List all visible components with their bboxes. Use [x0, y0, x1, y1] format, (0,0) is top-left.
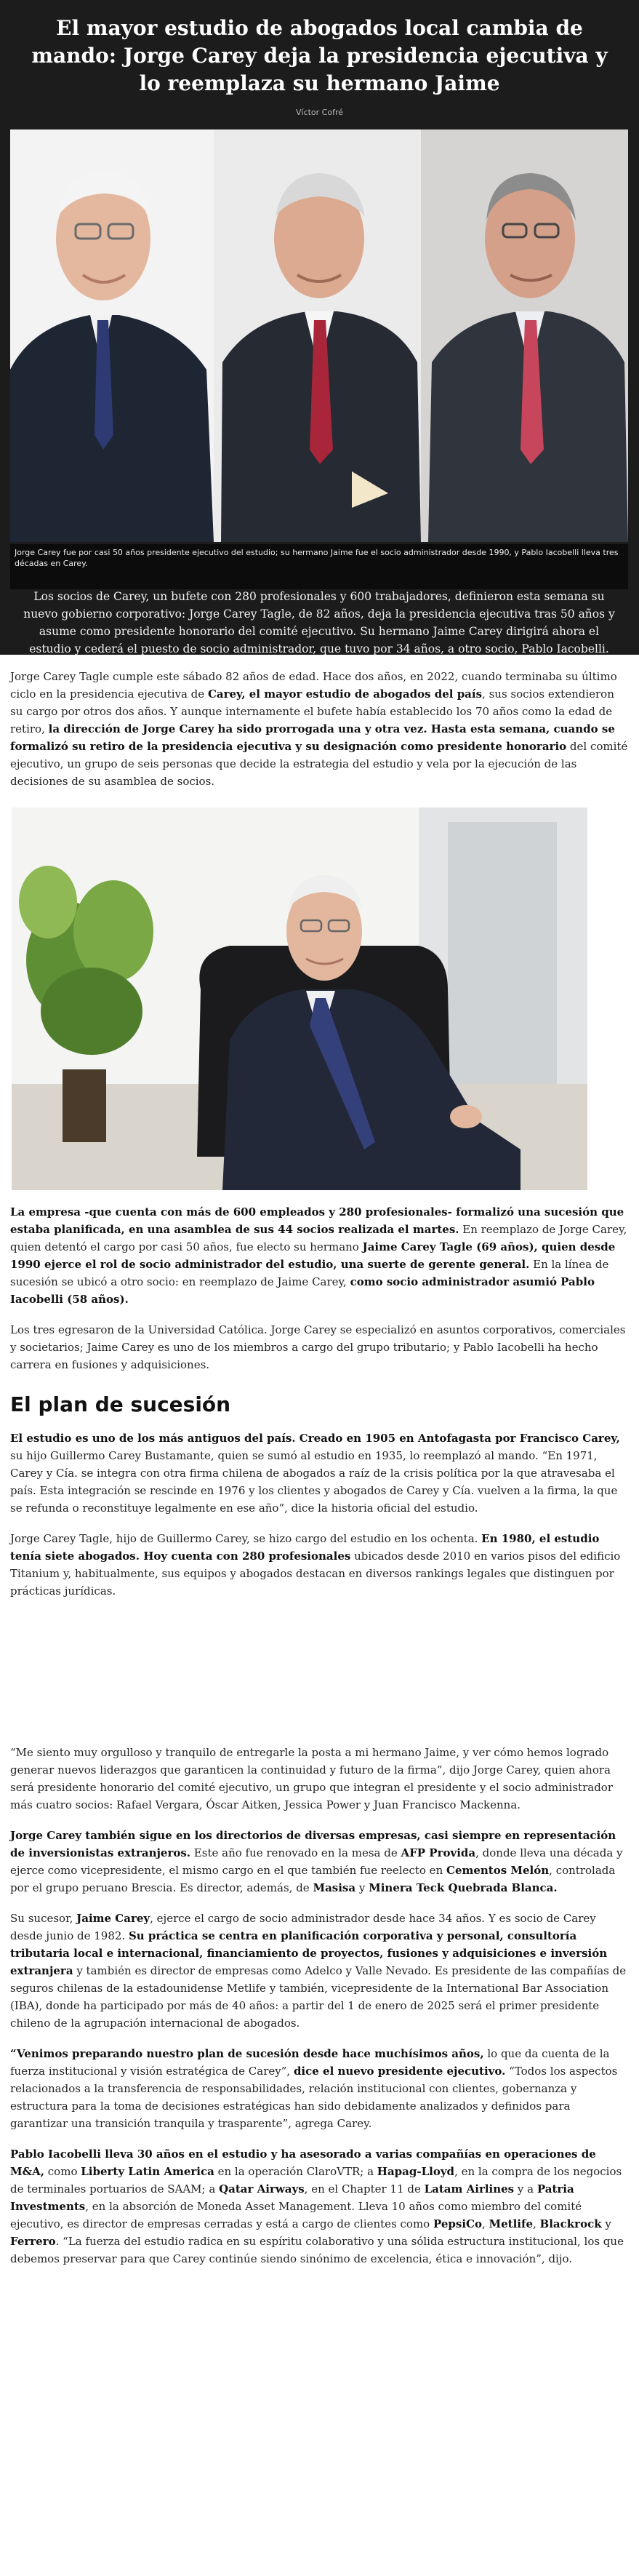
- page-title: El mayor estudio de abogados local cambia de mando: Jorge Carey deja la presidencia ejecutiva y lo reemplaza su hermano Jaime: [31, 16, 608, 95]
- office-portrait-illustration: [12, 808, 587, 1190]
- article-lead: Los socios de Carey, un bufete con 280 profesionales y 600 trabajadores, definieron esta semana su nuevo gobierno corporativo: Jorge Carey Tagle, de 82 años, deja la presidencia ejecutiva tras 50 años y asume como presidente honorario del comité ejecutivo. Su hermano Jaime Carey dirigirá ahora el estudio y cederá el puesto de socio administrador, que tuvo por 34 años, a otro socio, Pablo Iacobelli.: [23, 590, 615, 655]
- embed-placeholder: [10, 1600, 629, 1731]
- paragraph-2: La empresa -que cuenta con más de 600 empleados y 280 profesionales- formalizó una sucesión que estaba planificada, en una asamblea de sus 44 socios realizada el martes. En reemplazo de Jorge Carey, quien detentó el cargo por casi 50 años, fue electo su hermano Jaime Carey Tagle (69 años), quien desde 1990 ejerce el rol de socio administrador del estudio, una suerte de gerente general. En la línea de sucesión se ubicó a otro socio: en reemplazo de Jaime Carey, como socio administrador asumió Pablo Iacobelli (58 años).: [10, 1205, 627, 1306]
- paragraph-1: Jorge Carey Tagle cumple este sábado 82 años de edad. Hace dos años, en 2022, cuando terminaba su último ciclo en la presidencia ejecutiva de Carey, el mayor estudio de abogados del país, sus socios extendieron su cargo por otros dos años. Y aunque internamente el bufete había establecido los 70 años como la edad de retiro, la dirección de Jorge Carey ha sido prorrogada una y otra vez. Hasta esta semana, cuando se formalizó su retiro de la presidencia ejecutiva y su designación como presidente honorario del comité ejecutivo, un grupo de seis personas que decide la estrategia del estudio y vela por la ejecución de las decisiones de su asamblea de socios.: [10, 670, 628, 788]
- hero-section: [0, 0, 639, 655]
- jorge-carey-portrait: [12, 808, 587, 1190]
- paragraph-8: Su sucesor, Jaime Carey, ejerce el cargo de socio administrador desde hace 34 años. Y es socio de Carey desde junio de 1982. Su práctica se centra en planificación corporativa y personal, consultoría tributaria local e internacional, financiamiento de proyectos, fusiones y adquisiciones e inversión extranjera y también es director de empresas como Adelco y Valle Nevado. Es presidente de las compañías de seguros chilenas de la estadounidense Metlife y también, vicepresidente de la International Bar Association (IBA), donde ha participado por más de 40 años: a partir del 1 de enero de 2025 será el primer presidente chileno de la agrupación internacional de abogados.: [10, 1912, 627, 2030]
- paragraph-4: El estudio es uno de los más antiguos del país. Creado en 1905 en Antofagasta por Francisco Carey, su hijo Guillermo Carey Bustamante, quien se sumó al estudio en 1935, lo reemplazó al mando. “En 1971, Carey y Cía. se integra con otra firma chilena de abogados a raíz de la crisis política por la que atravesaba el país. Esta integración se rescinde en 1976 y los clientes y abogados de Carey y Cía. vuelven a la firma, la que se refunda o reconstituye legalmente en ese año”, dice la historia oficial del estudio.: [10, 1432, 620, 1515]
- paragraph-3: Los tres egresaron de la Universidad Católica. Jorge Carey se especializó en asuntos corporativos, comerciales y societarios; Jaime Carey es uno de los miembros a cargo del grupo tributario; y Pablo Iacobelli ha hecho carrera en fusiones y adquisiciones.: [10, 1323, 626, 1371]
- paragraph-10: Pablo Iacobelli lleva 30 años en el estudio y ha asesorado a varias compañías en operaciones de M&A, como Liberty Latin America en la operación ClaroVTR; a Hapag-Lloyd, en la compra de los negocios de terminales portuarios de SAAM; a Qatar Airways, en el Chapter 11 de Latam Airlines y a Patria Investments, en la absorción de Moneda Asset Management. Lleva 10 años como miembro del comité ejecutivo, es director de empresas cerradas y está a cargo de clientes como PepsiCo, Metlife, Blackrock y Ferrero. “La fuerza del estudio radica en su espíritu colaborativo y una sólida estructura institucional, los que debemos preservar para que Carey continúe siendo sinónimo de excelencia, ética e innovación”, dijo.: [10, 2148, 624, 2265]
- paragraph-9: “Venimos preparando nuestro plan de sucesión desde hace muchísimos años, lo que da cuenta de la fuerza institucional y visión estratégica de Carey”, dice el nuevo presidente ejecutivo. “Todos los aspectos relacionados a la transferencia de responsabilidades, relación institucional con clientes, gobernanza y estructura para la toma de decisiones estratégicas han sido debidamente analizados y definidos para garantizar una transición tranquila y trasparente”, agrega Carey.: [10, 2047, 618, 2130]
- three-partners-illustration: [10, 129, 628, 542]
- author-byline: Víctor Cofré: [295, 108, 344, 117]
- photo-caption: Jorge Carey fue por casi 50 años presidente ejecutivo del estudio; su hermano Jaime fue el socio administrador desde 1990, y Pablo Iacobelli lleva tres décadas en Carey.: [10, 544, 628, 589]
- hero-photo: [10, 129, 628, 542]
- article-body: [0, 668, 639, 2268]
- paragraph-6: “Me siento muy orgulloso y tranquilo de entregarle la posta a mi hermano Jaime, y ver cómo hemos logrado generar nuevos liderazgos que garanticen la continuidad y futuro de la firma”, dijo Jorge Carey, quien ahora será presidente honorario del comité ejecutivo, un grupo que integran el presidente y el socio administrador más cuatro socios: Rafael Vergara, Óscar Aitken, Jessica Power y Juan Francisco Mackenna.: [10, 1746, 613, 1811]
- paragraph-7: Jorge Carey también sigue en los directorios de diversas empresas, casi siempre en representación de inversionistas extranjeros. Este año fue renovado en la mesa de AFP Provida, donde lleva una década y ejerce como vicepresidente, el mismo cargo en el que también fue reelecto en Cementos Melón, controlada por el grupo peruano Brescia. Es director, además, de Masisa y Minera Teck Quebrada Blanca.: [10, 1829, 623, 1894]
- section-title: El plan de sucesión: [10, 1392, 231, 1416]
- paragraph-5: Jorge Carey Tagle, hijo de Guillermo Carey, se hizo cargo del estudio en los ochenta. En 1980, el estudio tenía siete abogados. Hoy cuenta con 280 profesionales ubicados desde 2010 en varios pisos del edificio Titanium y, habitualmente, sus equipos y abogados destacan en diversos rankings legales que distinguen por prácticas jurídicas.: [10, 1532, 621, 1598]
